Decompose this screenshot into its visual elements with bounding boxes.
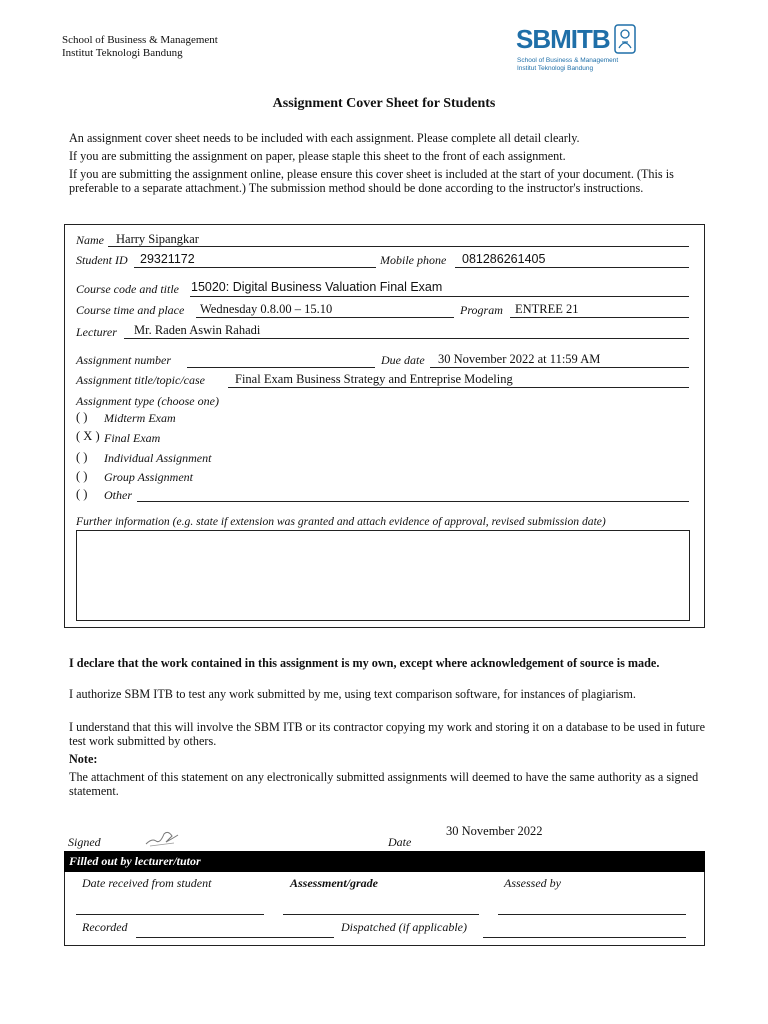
type-midterm-checkbox[interactable]: ( ) bbox=[76, 410, 88, 424]
declaration-understand: I understand that this will involve the SBM ITB or its contractor copying my work and storing it on a database to be used in future test work submitted by others. bbox=[69, 720, 705, 748]
type-final-checkbox[interactable]: ( X ) bbox=[76, 429, 100, 443]
assignment-title-line bbox=[228, 387, 689, 388]
type-final-label: Final Exam bbox=[104, 431, 161, 445]
further-info-textarea[interactable] bbox=[76, 530, 690, 621]
type-other-label: Other bbox=[104, 488, 132, 502]
assessment-grade-line[interactable] bbox=[283, 914, 479, 915]
type-other-line[interactable] bbox=[137, 501, 689, 502]
logo-sub-1: School of Business & Management bbox=[517, 57, 619, 64]
student-id-field[interactable]: 29321172 bbox=[140, 252, 195, 266]
recorded-label: Recorded bbox=[82, 920, 128, 934]
mobile-label: Mobile phone bbox=[380, 253, 447, 267]
mobile-line bbox=[455, 267, 689, 268]
school-line-1: School of Business & Management bbox=[62, 34, 218, 46]
signed-label: Signed bbox=[68, 835, 101, 849]
type-midterm-label: Midterm Exam bbox=[104, 411, 176, 425]
logo-itb: ITB bbox=[570, 24, 610, 54]
program-field[interactable]: ENTREE 21 bbox=[515, 302, 579, 316]
date-received-line[interactable] bbox=[76, 914, 264, 915]
logo-wordmark bbox=[516, 24, 610, 54]
type-group-checkbox[interactable]: ( ) bbox=[76, 469, 88, 483]
lecturer-box-header bbox=[64, 851, 705, 872]
due-date-label: Due date bbox=[381, 353, 425, 367]
assignment-title-field[interactable]: Final Exam Business Strategy and Entreprise Modeling bbox=[235, 372, 513, 386]
signature-image bbox=[144, 828, 182, 848]
signature-date-field[interactable]: 30 November 2022 bbox=[446, 824, 543, 838]
declaration-statement: I declare that the work contained in this assignment is my own, except where acknowledgement of source is made. bbox=[69, 656, 660, 670]
date-received-label: Date received from student bbox=[82, 876, 212, 890]
logo-sub-2: Institut Teknologi Bandung bbox=[517, 65, 594, 72]
mobile-field[interactable]: 081286261405 bbox=[462, 252, 546, 266]
course-time-label: Course time and place bbox=[76, 303, 185, 317]
school-name bbox=[62, 34, 218, 60]
lecturer-line bbox=[124, 338, 689, 339]
assignment-number-label: Assignment number bbox=[76, 353, 171, 367]
recorded-line[interactable] bbox=[136, 937, 334, 938]
name-label: Name bbox=[76, 233, 104, 247]
lecturer-box-title: Filled out by lecturer/tutor bbox=[69, 854, 201, 868]
dispatched-line[interactable] bbox=[483, 937, 686, 938]
assignment-title-label: Assignment title/topic/case bbox=[76, 373, 205, 387]
course-code-line bbox=[190, 296, 689, 297]
type-other-checkbox[interactable]: ( ) bbox=[76, 487, 88, 501]
note-label: Note: bbox=[69, 752, 98, 766]
lecturer-label: Lecturer bbox=[76, 325, 117, 339]
assessment-grade-label: Assessment/grade bbox=[290, 876, 379, 890]
declaration-authorize: I authorize SBM ITB to test any work submitted by me, using text comparison software, for instances of plagiarism. bbox=[69, 687, 636, 701]
logo-subtitle bbox=[517, 57, 618, 73]
program-line bbox=[510, 317, 689, 318]
name-field[interactable]: Harry Sipangkar bbox=[116, 232, 199, 246]
course-code-label: Course code and title bbox=[76, 282, 179, 296]
logo-sbm: SBM bbox=[516, 24, 571, 54]
assessed-by-line[interactable] bbox=[498, 914, 686, 915]
ganesha-emblem-icon bbox=[614, 24, 636, 54]
due-date-field[interactable]: 30 November 2022 at 11:59 AM bbox=[438, 352, 601, 366]
assignment-number-line bbox=[187, 367, 375, 368]
school-line-2: Institut Teknologi Bandung bbox=[62, 47, 183, 59]
page-title: Assignment Cover Sheet for Students bbox=[272, 96, 496, 111]
course-code-field[interactable]: 15020: Digital Business Valuation Final Exam bbox=[191, 280, 443, 294]
course-time-field[interactable]: Wednesday 0.8.00 – 15.10 bbox=[200, 302, 333, 316]
sbm-itb-logo bbox=[516, 24, 646, 74]
intro-line-2: If you are submitting the assignment on paper, please staple this sheet to the front of each assignment. bbox=[69, 149, 566, 163]
student-id-line bbox=[134, 267, 376, 268]
intro-line-1: An assignment cover sheet needs to be included with each assignment. Please complete all detail clearly. bbox=[69, 131, 580, 145]
type-group-label: Group Assignment bbox=[104, 470, 194, 484]
student-id-label: Student ID bbox=[76, 253, 128, 267]
due-date-line bbox=[430, 367, 689, 368]
further-info-label: Further information (e.g. state if extension was granted and attach evidence of approval, revised submission date) bbox=[76, 515, 606, 528]
intro-line-3: If you are submitting the assignment online, please ensure this cover sheet is included at the start of your document. (This is preferable to a separate attachment.) The submission method should be done according to the instructor's instructions. bbox=[69, 167, 674, 195]
assessed-by-label: Assessed by bbox=[504, 876, 561, 890]
type-individual-checkbox[interactable]: ( ) bbox=[76, 450, 88, 464]
note-text: The attachment of this statement on any electronically submitted assignments will deemed to have the same authority as a signed statement. bbox=[69, 770, 699, 798]
date-label: Date bbox=[388, 835, 412, 849]
lecturer-field[interactable]: Mr. Raden Aswin Rahadi bbox=[134, 323, 261, 337]
dispatched-label: Dispatched (if applicable) bbox=[341, 920, 467, 934]
type-individual-label: Individual Assignment bbox=[104, 451, 212, 465]
program-label: Program bbox=[460, 303, 503, 317]
course-time-line bbox=[196, 317, 454, 318]
assignment-type-label: Assignment type (choose one) bbox=[76, 394, 219, 408]
